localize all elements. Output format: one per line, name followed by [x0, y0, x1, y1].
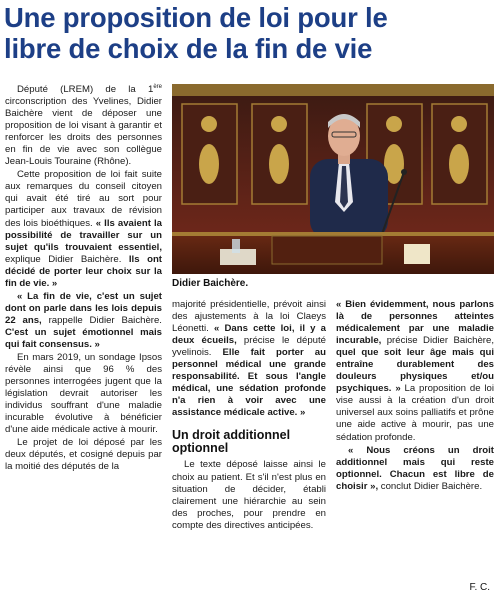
column-3 [336, 299, 494, 493]
quote-bold: « Bien évidemment, nous parlons là de personnes atteintes médicalement par une maladie incurable, [336, 299, 494, 347]
superscript: ère [153, 83, 162, 90]
col2-paragraph-2: Le texte déposé laisse ainsi le choix au patient. Et s'il n'est plus en situation de décider, établi clairement une hiérarchie au sein des proches, pour prendre en compte des directives anticipées. [172, 459, 326, 531]
text-run: Député (LREM) de la 1 [17, 84, 154, 95]
quote-bold: C'est un sujet émotionnel mais qui fait consensus. » [5, 326, 162, 350]
text-run: Cette proposition de loi fait suite aux remarques du conseil citoyen qui avait été tiré au sort pour participer aux travaux de révision des lois bioéthiques. [5, 169, 162, 229]
headline-line-2: libre de choix de la fin de vie [4, 33, 373, 64]
quote-bold: « Nous créons un droit additionnel mais qui reste optionnel. Chacun est libre de choisir », [336, 444, 494, 492]
headline-line-1: Une proposition de loi pour le [4, 2, 388, 33]
text-run: rappelle Didier Baichère. [41, 314, 162, 326]
col2-paragraph-1 [172, 299, 326, 419]
col1-paragraph-3 [5, 291, 162, 351]
photo-caption: Didier Baichère. [172, 278, 249, 289]
text-run: conclut Didier Baichère. [378, 480, 483, 492]
col3-paragraph-2 [336, 445, 494, 493]
col1-paragraph-4: En mars 2019, un sondage Ipsos révèle ainsi que 96 % des personnes interrogées jugent que la législation devrait autoriser les individus souffrant d'une maladie incurable évolutive à bénéficier d'une aide médicale active à mourir. [5, 352, 162, 436]
quote-bold: « Ils avaient la possibilité de travailler sur un sujet qu'ils trouvaient essentiel, [5, 217, 162, 253]
headline [4, 2, 496, 64]
quote-bold: Ils ont décidé de porter leur choix sur la fin de vie. » [5, 253, 162, 289]
article-photo [172, 84, 494, 274]
column-2 [172, 299, 326, 532]
text-run: précise le député yvelinois. [172, 335, 326, 359]
text-run: explique Didier Baichère. [5, 253, 129, 265]
column-1 [5, 84, 162, 474]
col1-paragraph-2 [5, 169, 162, 289]
col1-paragraph-5: Le projet de loi déposé par les deux députés, et cosigné depuis par la moitié des députés de la [5, 437, 162, 473]
subheading: Un droit additionnel optionnel [172, 428, 291, 456]
text-run: précise Didier Baichère, [381, 335, 494, 347]
col3-paragraph-1 [336, 299, 494, 444]
quote-bold: « Dans cette loi, il y a deux écueils, [172, 323, 326, 347]
col1-paragraph-1 [5, 84, 162, 168]
text-run: La proposition de loi vise aussi à la création d'un droit universel aux soins palliatifs et prône une aide active à mourir, pas une sédation profonde. [336, 383, 494, 443]
quote-bold: « La fin de vie, c'est un sujet dont on parle dans les lois depuis 22 ans, [5, 290, 162, 326]
quote-bold: quel que soit leur âge mais qui entraîne durablement des douleurs physiques et/ou psychiques. » [336, 347, 494, 395]
quote-bold: Elle fait porter au personnel médical une grande responsabilité. Et sous l'angle médical, une sédation profonde n'a rien à voir avec une assistance médicale active. » [172, 347, 326, 419]
author-signature: F. C. [469, 582, 490, 593]
text-run: majorité présidentielle, prévoit ainsi des ajustements à la loi Claeys Léonetti. [172, 299, 326, 335]
text-run: circonscription des Yvelines, Didier Baichère vient de déposer une proposition de loi visant à garantir et renforcer les droits des personnes en fin de vie avec son collègue Jean-Louis Touraine (Rhône). [5, 96, 162, 168]
